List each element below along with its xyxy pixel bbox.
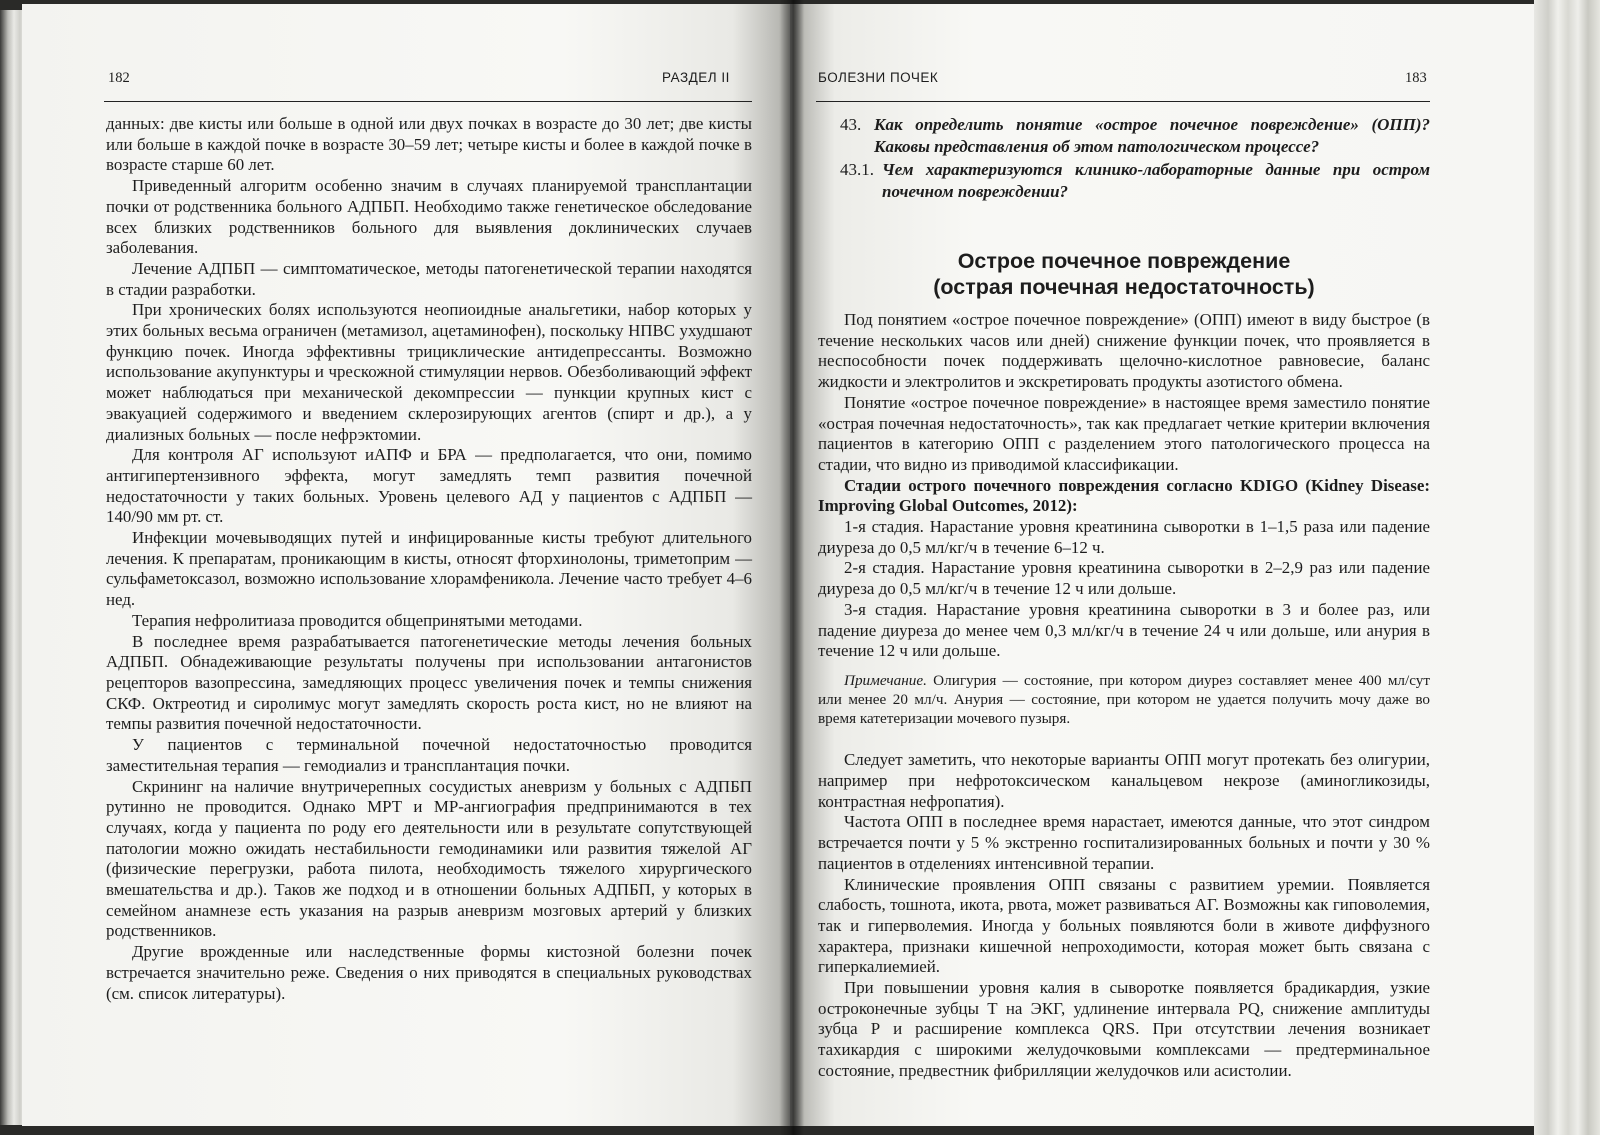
note-text: Олигурия — состояние, при котором диурез составляет менее 400 мл/сут или менее 20 мл/ч. Анурия — состояние, при котором не удается получить мочу даже во время катетеризации мочевого пузыря. <box>818 671 1430 727</box>
stage-item: 3-я стадия. Нарастание уровня креатинина сыворотки в 3 и более раз, или падение диуреза до менее чем 0,3 мл/кг/ч в течение 24 ч или дольше, или анурия в течение 12 ч или дольше. <box>818 599 1430 661</box>
paragraph: У пациентов с терминальной почечной недостаточностью проводится заместительная терапия — гемодиализ и трансплантация почки. <box>106 735 752 775</box>
paragraph: Понятие «острое почечное повреждение» в настоящее время заместило понятие «острая почечная недостаточность», так как предлагает четкие критерии включения пациентов в категорию ОПП с разделением этого патологического процесса на стадии, что видно из приводимой классификации. <box>818 392 1430 474</box>
paragraph: Инфекции мочевыводящих путей и инфицированные кисты требуют длительного лечения. К препаратам, проникающим в кисты, относят фторхинолоны, триметоприм — сульфаметоксазол, возможно использование хлорамфеникола. Лечение часто требует 4–6 нед. <box>106 528 752 610</box>
section-heading-line: (острая почечная недостаточность) <box>933 275 1315 299</box>
paragraph: Клинические проявления ОПП связаны с развитием уремии. Появляется слабость, тошнота, икота, рвота, может развиваться АГ. Возможны как гиповолемия, так и гиперволемия. Иногда у больных появляются боли в животе диффузного характера, признаки кишечной непроходимости, которая может быть связана с гиперкалиемией. <box>818 874 1430 977</box>
header-rule-right <box>816 101 1430 102</box>
question-43 <box>818 114 1430 157</box>
left-page <box>22 4 794 1126</box>
running-head-left: РАЗДЕЛ II <box>662 70 730 85</box>
header-rule-left <box>104 101 752 102</box>
book-gutter <box>780 0 804 1135</box>
paragraph: При хронических болях используются неопиоидные анальгетики, набор которых у этих больных весьма ограничен (метамизол, ацетаминофен), поскольку НПВС ухудшают функцию почек. Иногда эффективны трициклические антидепрессанты. Возможно использование акупунктуры и чрескожной стимуляции нервов. Обезболивающий эффект может наблюдаться при механической декомпрессии — пункции крупных кист с эвакуацией содержимого и введением склерозирующих агентов (спирт и др.), а у диализных больных — после нефрэктомии. <box>106 300 752 444</box>
section-heading <box>818 248 1430 300</box>
question-text: Чем характеризуются клинико-лабораторные данные при остром почечном повреждении? <box>882 160 1430 201</box>
question-43-1 <box>818 159 1430 202</box>
question-number: 43. <box>840 115 862 134</box>
question-text: Как определить понятие «острое почечное повреждение» (ОПП)? Каковы представления об этом патологическом процессе? <box>874 115 1430 156</box>
question-number: 43.1. <box>840 160 874 179</box>
paragraph: Под понятием «острое почечное повреждение» (ОПП) имеют в виду быстрое (в течение нескольких часов или дней) снижение функции почек, что проявляется в неспособности почек поддерживать щелочно-кислотное равновесие, баланс жидкости и электролитов и экскретировать продукты азотистого обмена. <box>818 310 1430 392</box>
right-page-edges <box>1534 0 1600 1135</box>
paragraph: Следует заметить, что некоторые варианты ОПП могут протекать без олигурии, например при нефротоксическом канальцевом некрозе (аминогликозиды, контрастная нефропатия). <box>818 750 1430 811</box>
paragraph: Другие врожденные или наследственные формы кистозной болезни почек встречается значительно реже. Сведения о них приводятся в специальных руководствах (см. список литературы). <box>106 942 752 1003</box>
note-label: Примечание. <box>844 671 927 689</box>
stage-item: 2-я стадия. Нарастание уровня креатинина сыворотки в 2–2,9 раз или падение диуреза до 0,5 мл/кг/ч в течение 12 ч или дольше. <box>818 558 1430 599</box>
stage-item: 1-я стадия. Нарастание уровня креатинина сыворотки в 1–1,5 раза или падение диуреза до 0,5 мл/кг/ч в течение 6–12 ч. <box>818 517 1430 557</box>
paragraph: При повышении уровня калия в сыворотке появляется брадикардия, узкие остроконечные зубцы Т на ЭКГ, удлинение интервала PQ, снижение амплитуды зубца Р и расширение комплекса QRS. При отсутствии лечения возникает тахикардия с широкими желудочковыми комплексами — предтерминальное состояние, предвестник фибрилляции желудочков или асистолии. <box>818 978 1430 1080</box>
running-head-right: БОЛЕЗНИ ПОЧЕК <box>818 70 939 85</box>
page-number-right: 183 <box>1405 70 1427 86</box>
page-number-left: 182 <box>108 70 130 86</box>
left-text-column <box>106 114 752 1004</box>
paragraph: Лечение АДПБП — симптоматическое, методы патогенетической терапии находятся в стадии разработки. <box>106 258 752 299</box>
paragraph: Скрининг на наличие внутричерепных сосудистых аневризм у больных с АДПБП рутинно не проводится. Однако МРТ и МР-ангиография предпринимаются в тех случаях, когда у пациента по роду его деятельности или в результате сопутствующей патологии можно ожидать нестабильности гемодинамики или развития тяжелой АГ (физические перегрузки, работа пилота, необходимость тяжелого хирургического вмешательства и др.). Таков же подход и в отношении больных АДПБП, у которых в семейном анамнезе есть указания на разрыв аневризм мозговых артерий у близких родственников. <box>106 776 752 941</box>
paragraph: Приведенный алгоритм особенно значим в случаях планируемой трансплантации почки от родственника больного АДПБП. Необходимо также генетическое обследование всех близких родственников больного для выявления доклинических случаев заболевания. <box>106 176 752 258</box>
paragraph: Для контроля АГ используют иАПФ и БРА — предполагается, что они, помимо антигипертензивного эффекта, могут замедлять темп развития почечной недостаточности у таких больных. Уровень целевого АД у пациентов с АДПБП — 140/90 мм рт. ст. <box>106 445 752 527</box>
paragraph: данных: две кисты или больше в одной или двух почках в возрасте до 30 лет; две кисты или больше в каждой почке в возрасте 30–59 лет; четыре кисты и более в каждой почке в возрасте старше 60 лет. <box>106 114 752 175</box>
paragraph: В последнее время разрабатывается патогенетические методы лечения больных АДПБП. Обнадеживающие результаты получены при использовании антагонистов рецепторов вазопрессина, замедляющих процесс увеличения почек и темпы снижения СКФ. Октреотид и сиролимус могут замедлять скорость роста кист, но не влияют на темпы развития почечной недостаточности. <box>106 631 752 734</box>
stages-heading: Стадии острого почечного повреждения согласно KDIGO (Kidney Disease: Improving Global Outcomes, 2012): <box>818 475 1430 516</box>
paragraph: Терапия нефролитиаза проводится общепринятыми методами. <box>132 610 583 630</box>
right-page <box>790 4 1534 1126</box>
right-text-column <box>818 114 1430 1082</box>
note <box>818 672 1430 728</box>
paragraph: Частота ОПП в последнее время нарастает, имеются данные, что этот синдром встречается почти у 5 % экстренно госпитализированных больных и почти у 30 % пациентов в отделениях интенсивной терапии. <box>818 812 1430 873</box>
section-heading-line: Острое почечное повреждение <box>957 249 1291 273</box>
